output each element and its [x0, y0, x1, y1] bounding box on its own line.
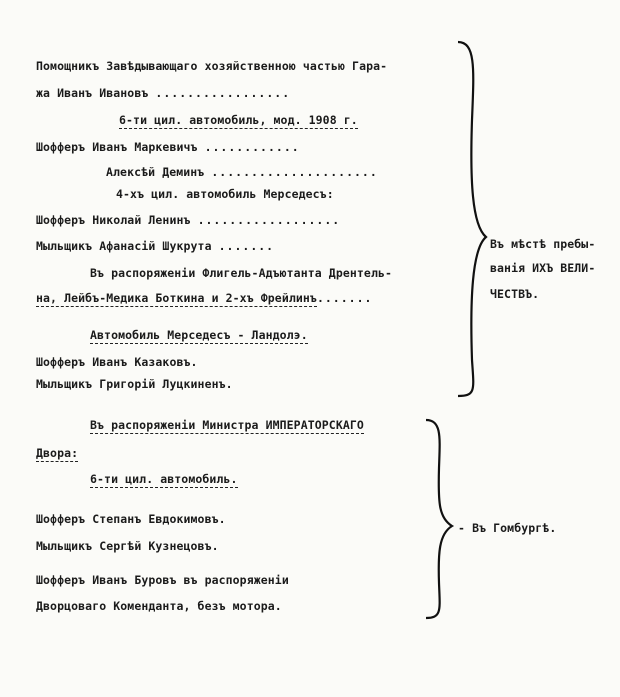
line-assistant-name: жа Иванъ Ивановъ ................. — [36, 86, 291, 100]
note-residence-1: Въ мѣстѣ пребы- — [490, 237, 596, 251]
line-washer-shukruta: Мыльщикъ Афанасій Шукрута ....... — [36, 239, 275, 253]
note-homburg: - Въ Гомбургѣ. — [458, 521, 557, 535]
line-chauffeur-burov: Шофферъ Иванъ Буровъ въ распоряженіи — [36, 573, 289, 587]
note-residence-3: ЧЕСТВЪ. — [490, 287, 540, 301]
line-chauffeur-markevich: Шофферъ Иванъ Маркевичъ ............ — [36, 140, 300, 154]
line-demin: Алексѣй Деминъ ..................... — [106, 165, 378, 179]
line-botkin-ladies: на, Лейбъ-Медика Боткина и 2-хъ Фрейлинъ....... — [36, 291, 373, 305]
line-disposal-drentel: Въ распоряженіи Флигель-Адъютанта Дрентель- — [90, 266, 393, 280]
heading-mercedes-landaulet: Автомобиль Мерседесъ - Ландолэ. — [90, 328, 308, 342]
line-court: Двора: — [36, 446, 79, 460]
curly-brace-2 — [418, 418, 458, 622]
line-chauffeur-lenin: Шофферъ Николай Ленинъ .................. — [36, 213, 341, 227]
line-disposal-minister: Въ распоряженіи Министра ИМПЕРАТОРСКАГО — [90, 418, 364, 432]
line-washer-lutskinen: Мыльщикъ Григорій Луцкиненъ. — [36, 377, 234, 391]
line-chauffeur-kazakov: Шофферъ Иванъ Казаковъ. — [36, 355, 199, 369]
heading-six-cyl-2: 6-ти цил. автомобиль. — [90, 472, 238, 486]
note-residence-2: ванія ИХЪ ВЕЛИ- — [490, 261, 596, 275]
line-chauffeur-evdokimov: Шофферъ Степанъ Евдокимовъ. — [36, 512, 227, 526]
line-commandant: Дворцоваго Коменданта, безъ мотора. — [36, 599, 282, 613]
heading-six-cyl-1908: 6-ти цил. автомобиль, мод. 1908 г. — [119, 113, 358, 127]
heading-four-cyl-mercedes: 4-хъ цил. автомобиль Мерседесъ: — [116, 187, 334, 201]
line-assistant-title-1: Помощникъ Завѣдывающаго хозяйственною частью Гара- — [36, 59, 388, 73]
line-washer-kuznetsov: Мыльщикъ Сергѣй Кузнецовъ. — [36, 539, 220, 553]
curly-brace-1 — [450, 40, 490, 400]
